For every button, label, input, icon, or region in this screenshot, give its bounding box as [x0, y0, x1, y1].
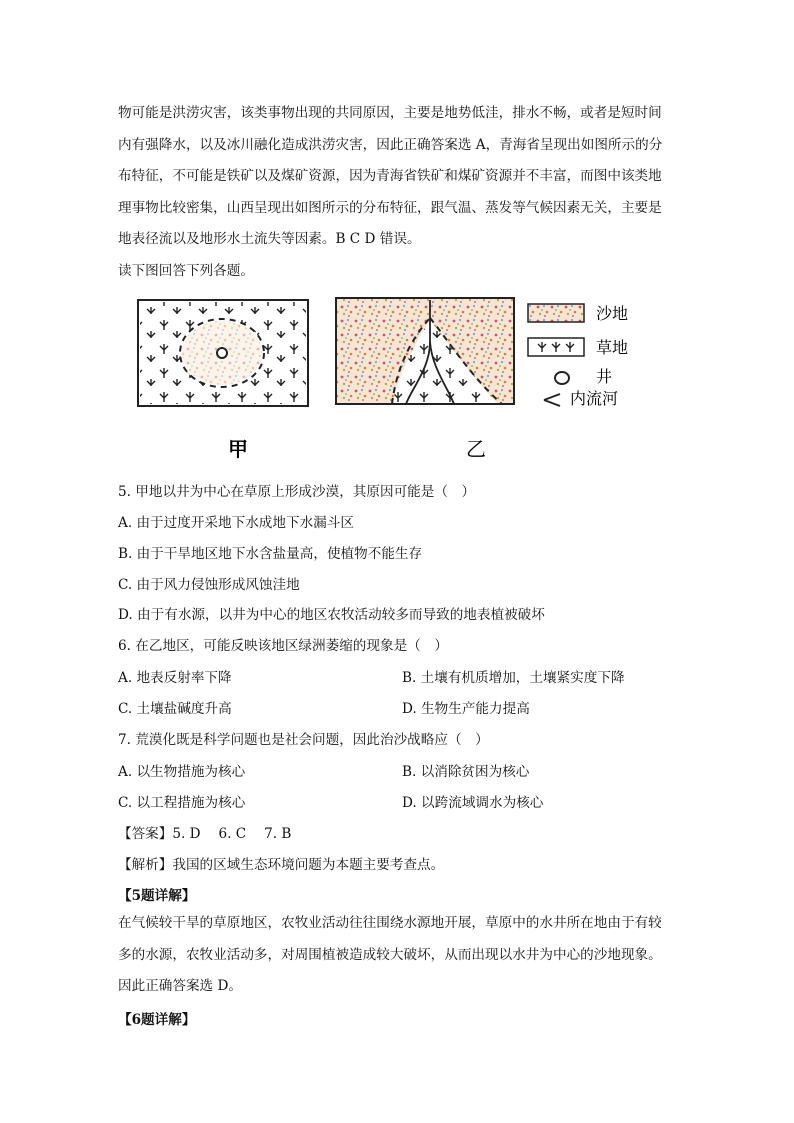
detail6-heading: 【6题详解】: [118, 1012, 196, 1028]
legend: [528, 304, 628, 408]
q5-stem: 5. 甲地以井为中心在草原上形成沙漠，其原因可能是（ ）: [118, 484, 476, 500]
map-figure: [130, 290, 690, 465]
legend-sand-label: 沙地: [596, 304, 629, 323]
intro-paragraph: [118, 98, 678, 256]
intro-line: 地表径流以及地形水土流失等因素。B C D 错误。: [118, 231, 421, 247]
q6-option-d: D. 生物生产能力提高: [402, 701, 530, 717]
q7-option-d: D. 以跨流域调水为核心: [402, 795, 544, 811]
detail5-paragraph: [118, 908, 678, 1003]
q7-option-b: B. 以消除贫困为核心: [402, 764, 530, 780]
detail5-line: 多的水源，农牧业活动多，对周围植被造成较大破坏，从而出现以水井为中心的沙地现象。: [118, 946, 662, 963]
legend-grass-label: 草地: [596, 338, 629, 357]
q6-stem: 6. 在乙地区，可能反映该地区绿洲萎缩的现象是（ ）: [118, 638, 448, 654]
q5-option-b: B. 由于干旱地区地下水含盐量高，使植物不能生存: [118, 546, 423, 562]
intro-line: 物可能是洪涝灾害，该类事物出现的共同原因，主要是地势低洼，排水不畅，或者是短时间: [118, 105, 662, 121]
q7-option-c: C. 以工程措施为核心: [118, 795, 246, 811]
q5-option-a: A. 由于过度开采地下水成地下水漏斗区: [118, 515, 354, 531]
q5-option-d: D. 由于有水源，以井为中心的地区农牧活动较多而导致的地表植被破坏: [118, 607, 545, 623]
detail5-line: 在气候较干旱的草原地区，农牧业活动往往围绕水源地开展，草原中的水井所在地由于有较: [118, 915, 662, 931]
legend-well-label: 井: [596, 367, 613, 386]
detail5-heading: 【5题详解】: [118, 888, 196, 904]
intro-line: 内有强降水，以及冰川融化造成洪涝灾害，因此正确答案选 A，青海省呈现出如图所示的分: [118, 136, 663, 153]
q6-option-a: A. 地表反射率下降: [118, 670, 232, 686]
legend-sand-swatch: [528, 304, 584, 322]
panel-label-jia: 甲: [228, 437, 248, 461]
q7-stem: 7. 荒漠化既是科学问题也是社会问题，因此治沙战略应（ ）: [118, 732, 489, 748]
q6-option-c: C. 土壤盐碱度升高: [118, 701, 232, 717]
intro-line: 布特征，不可能是铁矿以及煤矿资源，因为青海省铁矿和煤矿资源并不丰富，而图中该类地: [118, 168, 662, 184]
legend-well-symbol: [555, 372, 569, 384]
q7-option-a: A. 以生物措施为核心: [118, 764, 246, 780]
legend-river-symbol: [544, 394, 560, 406]
panel-jia: [138, 300, 308, 406]
answer-line: 【答案】5. D 6. C 7. B: [118, 826, 292, 842]
intro-line: 理事物比较密集，山西呈现出如图所示的分布特征，跟气温、蒸发等气候因素无关，主要是: [118, 199, 662, 216]
q5-option-c: C. 由于风力侵蚀形成风蚀洼地: [118, 577, 300, 593]
legend-river-label: 内流河: [570, 389, 619, 408]
detail5-line: 因此正确答案选 D。: [118, 978, 242, 994]
analysis-line: 【解析】我国的区域生态环境问题为本题主要考查点。: [118, 857, 445, 873]
read-prompt: 读下图回答下列各题。: [118, 263, 254, 279]
q6-option-b: B. 土壤有机质增加，土壤紧实度下降: [402, 670, 625, 686]
panel-label-yi: 乙: [466, 437, 486, 461]
panel-yi: [336, 298, 514, 404]
